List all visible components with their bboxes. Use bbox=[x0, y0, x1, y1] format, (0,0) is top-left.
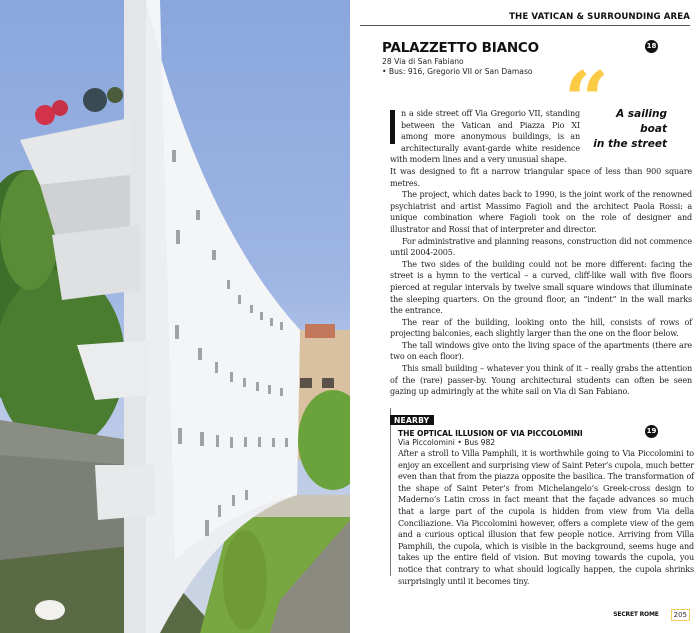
page-number: 205 bbox=[671, 609, 690, 621]
paragraph: The rear of the building, looking onto the hill, consists of rows of projecting balconies, each slightly larger than the one on the floor below. bbox=[390, 317, 692, 339]
entry-title: PALAZZETTO BIANCO bbox=[382, 40, 539, 56]
quote-mark-icon: “ bbox=[564, 55, 603, 146]
paragraph: For administrative and planning reasons, construction did not commence until 2004-2005. bbox=[390, 236, 692, 258]
page-footer bbox=[613, 608, 690, 621]
paragraph: The project, which dates back to 1990, is the joint work of the renowned psychiatrist and artist Massimo Fagioli and the architect Paola Rossi: a unique combination where Fagioli took on the role of designer and illustrator and Rossi that of interpreter and director. bbox=[390, 190, 692, 234]
address-line: 28 Via di San Fabiano bbox=[382, 57, 464, 66]
book-title: SECRET ROME bbox=[613, 611, 659, 618]
running-head: THE VATICAN & SURROUNDING AREA bbox=[509, 12, 690, 22]
drop-cap-i bbox=[390, 110, 395, 144]
pull-quote-line: boat bbox=[640, 123, 667, 135]
nearby-body: After a stroll to Villa Pamphili, it is worthwhile going to Via Piccolomini to enjoy an excellent and surprising view of Saint Peter’s cupola, much better even than that from the piazza opposite the basilica. The transformation of the shape of Saint Peter’s from Michelangelo’s Greek-cross design to Maderno’s Latin cross in fact meant that the façade advances so much that a large part of the cupola is hidden from view from Via della Conciliazione. Via Piccolomini however, offers a complete view of the gem and a curious optical illusion that few people notice. Arriving from Villa Pamphili, the cupola, which is visible in the background, seems huge and takes up the entire field of vision. But moving towards the cupola, you notice that contrary to what should logically happen, the cupola shrinks surprisingly until it becomes tiny. bbox=[398, 449, 694, 586]
paragraph: The two sides of the building could not be more different: facing the street is a hymn to the vertical – a curved, cliff-like wall with five floors pierced at regular intervals by twelve small square windows that illuminate the sleeping quarters. On the ground floor, an “indent” in the wall marks the entrance. bbox=[390, 259, 692, 316]
nearby-tag: NEARBY bbox=[390, 415, 434, 425]
pull-quote-line: in the street bbox=[593, 138, 667, 150]
paragraph bbox=[390, 108, 580, 166]
nearby-number-badge: 19 bbox=[645, 425, 658, 438]
paragraph: It was designed to fit a narrow triangular space of less than 900 square metres. bbox=[390, 166, 692, 188]
paragraph-text: n a side street off Via Gregorio VII, standing between the Vatican and Piazza Pio XI among more anonymous buildings, is an architecturally avant-garde white residence with modern lines and a very unusual shape. bbox=[390, 109, 580, 165]
entry-address bbox=[382, 57, 533, 77]
paragraph: The tall windows give onto the living space of the apartments (there are two on each floor). bbox=[390, 340, 692, 362]
book-page bbox=[350, 0, 700, 633]
nearby-title: THE OPTICAL ILLUSION OF VIA PICCOLOMINI bbox=[398, 429, 583, 438]
paragraph: This small building – whatever you think of it – really grabs the attention of the (rare) passer-by. Young architectural students can often be seen gazing up admiringly at the white sail on Via di San Fabiano. bbox=[390, 364, 692, 397]
entry-body bbox=[390, 108, 692, 398]
nearby-subtitle: Via Piccolomini • Bus 982 bbox=[398, 438, 496, 447]
bus-line: • Bus: 916, Gregorio VII or San Damaso bbox=[382, 67, 533, 76]
entry-number-badge: 18 bbox=[645, 40, 658, 53]
header-rule bbox=[360, 25, 690, 26]
pull-quote-line: A sailing bbox=[616, 108, 667, 120]
